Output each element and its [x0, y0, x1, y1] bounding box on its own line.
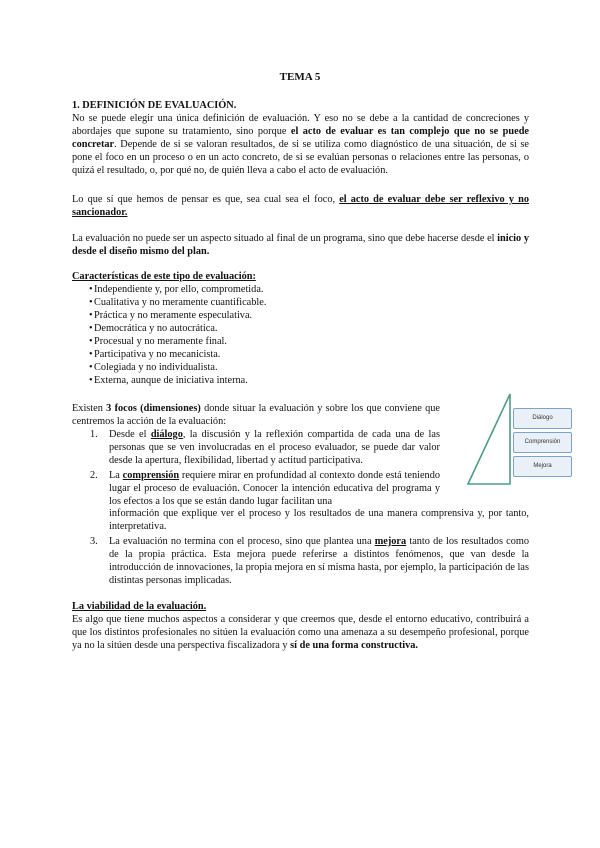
list-item: • Independiente y, por ello, comprometida.	[72, 283, 529, 296]
foci-list	[72, 428, 440, 508]
list-item: • Democrática y no autocrática.	[72, 322, 529, 335]
pyramid-level-comprension: Comprensión	[513, 432, 572, 453]
page-title: TEMA 5	[279, 71, 321, 83]
list-item: 2. La comprensión requiere mirar en profundidad al contexto donde está teniendo lugar el proceso de evaluación. Conocer la intención educativa del programa y los efectos a los que se están dando lugar facilitan una	[90, 470, 440, 507]
viability-section	[72, 600, 529, 652]
list-item: 3. La evaluación no termina con el proceso, sino que plantea una mejora tanto de los resultados como de la propia práctica. Esta mejora puede referirse a distintos fenómenos, que van desde la introducción de innovaciones, la propia mejora en sí misma hasta, por ejemplo, la participación de las distintas personas implicadas.	[90, 536, 530, 586]
foci-intro: Existen 3 focos (dimensiones) donde situar la evaluación y sobre los que conviene que centremos la acción de la evaluación:	[72, 403, 440, 427]
characteristics-section	[72, 270, 529, 387]
foci-section	[72, 402, 440, 508]
viability-paragraph: Es algo que tiene muchos aspectos a considerar y que creemos que, desde el entorno educativo, contribuirá a que los distintos profesionales no sitúen la evaluación como una amenaza a su desempeño profesional, porque ya no la sitúen desde una perspectiva fiscalizadora y sí de una forma constructiva.	[72, 614, 529, 651]
reflexive-paragraph: Lo que sí que hemos de pensar es que, sea cual sea el foco, el acto de evaluar debe ser reflexivo y no sancionador.	[72, 194, 529, 218]
foci-item2-continuation: información que explique ver el proceso y los resultados de una manera comprensiva y, por tanto, interpretativa.	[109, 508, 529, 532]
plan-paragraph: La evaluación no puede ser un aspecto situado al final de un programa, sino que debe hacerse desde el inicio y desde el diseño mismo del plan.	[72, 233, 529, 257]
pyramid-level-dialogo: Diálogo	[513, 408, 572, 429]
foci-item3	[72, 535, 529, 589]
foci-pyramid-diagram	[465, 392, 585, 488]
definition-section	[72, 99, 529, 177]
list-item: • Práctica y no meramente especulativa.	[72, 309, 529, 322]
pyramid-level-mejora: Mejora	[513, 456, 572, 477]
list-item: • Procesual y no meramente final.	[72, 335, 529, 348]
list-item: • Participativa y no mecanicista.	[72, 348, 529, 361]
definition-paragraph: No se puede elegir una única definición de evaluación. Y eso no se debe a la cantidad de concreciones y abordajes que supone su tratamiento, sino porque el acto de evaluar es tan complejo que no se puede concretar. Depende de si se valoran resultados, de si se utiliza como diagnóstico de una situación, de si se pone el foco en un proceso o en un acto concreto, de si se evalúan personas o relaciones entre las personas, o quizá el resultado, o, por qué no, de quién lleva a cabo el acto de evaluación.	[72, 113, 529, 176]
characteristics-heading: Características de este tipo de evaluación:	[72, 271, 256, 282]
section-heading: 1. DEFINICIÓN DE EVALUACIÓN.	[72, 100, 237, 111]
list-item: • Externa, aunque de iniciativa interna.	[72, 374, 529, 387]
viability-heading: La viabilidad de la evaluación.	[72, 601, 207, 612]
characteristics-list	[72, 283, 529, 387]
list-item: • Cualitativa y no meramente cuantificable.	[72, 296, 529, 309]
list-item: 1. Desde el diálogo, la discusión y la reflexión compartida de cada una de las personas que se ven involucradas en el proceso evaluador, se puede dar valor desde la apertura, flexibilidad, libertad y actitud participativa.	[90, 429, 440, 466]
list-item: • Colegiada y no individualista.	[72, 361, 529, 374]
